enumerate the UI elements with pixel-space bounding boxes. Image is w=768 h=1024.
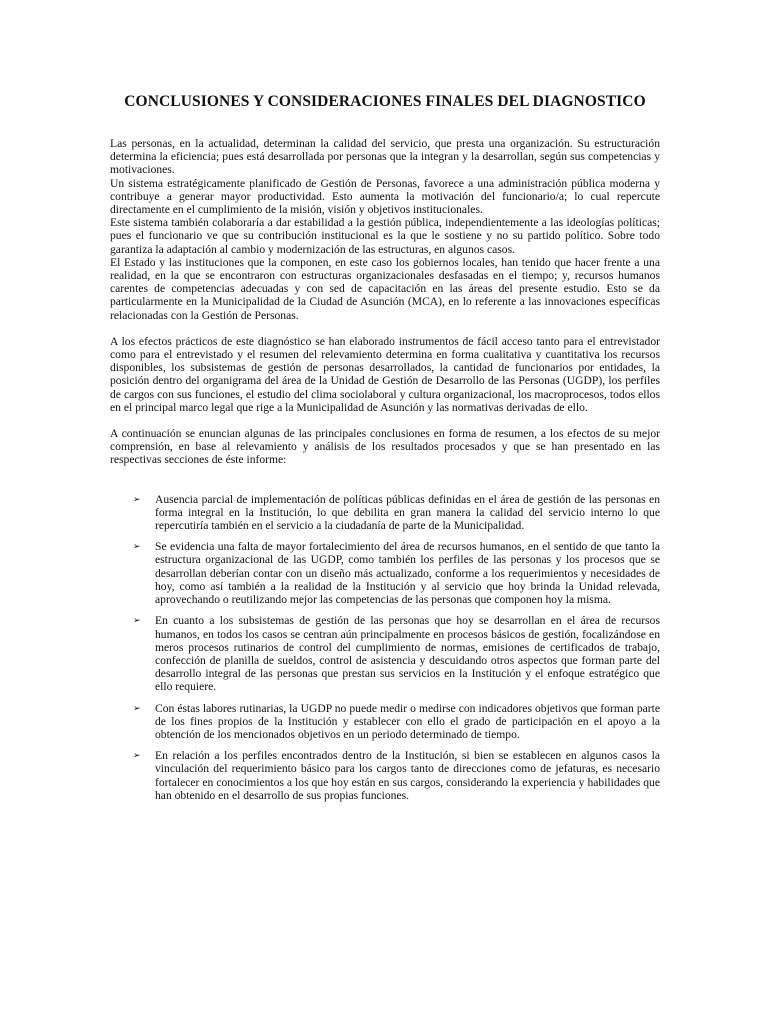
paragraph-spacer [110,322,660,335]
conclusion-text: Se evidencia una falta de mayor fortalecimiento del área de recursos humanos, en el sentido de que tanto la estructura organizacional de las UGDP, como también los perfiles de las personas y los procesos que se desarrollan deberían contar con un diseño más actualizado, conforme a los requerimientos y necesidades de hoy, como así también a la realidad de la Institución y al servicio que hoy brinda la Unidad relevada, aprovechando o reutilizando mejor las competencias de las personas que componen hoy la misma. [155,540,660,607]
intro-paragraph-4: El Estado y las instituciones que la componen, en este caso los gobiernos locales, han tenido que hacer frente a una realidad, en la que se encontraron con estructuras organizacionales desfasadas en el tiempo; y, recursos humanos carentes de competencias adecuadas y con sed de capacitación en las áreas del presente estudio. Esto se da particularmente en la Municipalidad de la Ciudad de Asunción (MCA), en lo referente a las innovaciones específicas relacionadas con la Gestión de Personas. [110,255,660,322]
conclusion-text: En cuanto a los subsistemas de gestión de las personas que hoy se desarrollan en el área de recursos humanos, en todos los casos se centran aún principalmente en procesos básicos de gestión, focalizándose en meros procesos rutinarios de control del cumplimiento de normas, emisiones de certificados de trabajo, confección de planilla de sueldos, control de asistencia y descuidando otros aspectos que forman parte del desarrollo integral de las personas que prestan sus servicios en la Institución y el enfoque estratégico que ello requiere. [155,614,660,694]
document-title: CONCLUSIONES Y CONSIDERACIONES FINALES DEL DIAGNOSTICO [124,93,646,110]
continuation-paragraph: A continuación se enuncian algunas de las principales conclusiones en forma de resumen, a los efectos de su mejor comprensión, en base al relevamiento y análisis de los resultados procesados y que se han presentado en las respectivas secciones de éste informe: [110,427,660,467]
conclusion-text: Ausencia parcial de implementación de políticas públicas definidas en el área de gestión de las personas en forma integral en la Institución, lo que debilita en gran manera la calidad del servicio interno lo que repercutiría también en el servicio a la ciudadanía de parte de la Municipalidad. [155,492,660,533]
conclusion-item-1 [110,493,660,533]
conclusion-item-3 [110,614,660,693]
conclusion-item-5 [110,749,660,802]
arrow-bullet-icon: ➢ [133,616,141,627]
arrow-bullet-icon: ➢ [133,751,141,762]
intro-paragraph-2: Un sistema estratégicamente planificado de Gestión de Personas, favorece a una administración pública moderna y contribuye a generar mayor productividad. Esto aumenta la motivación del funcionario/a; lo cual repercute directamente en el cumplimiento de la misión, visión y objetivos institucionales. [110,176,660,217]
effects-paragraph: A los efectos prácticos de este diagnóstico se han elaborado instrumentos de fácil acceso tanto para el entrevistador como para el entrevistado y el resumen del relevamiento determina en forma cualitativa y cuantitativa los recursos disponibles, los subsistemas de gestión de personas desarrollados, la cantidad de funcionarios por entidades, la posición dentro del organigrama del área de la Unidad de Gestión de Desarrollo de las Personas (UGDP), los perfiles de cargos con sus funciones, el estudio del clima sociolaboral y cultura organizacional, los macroprocesos, todos ellos en el principal marco legal que rige a la Municipalidad de Asunción y las normativas derivadas de ello. [110,334,660,414]
conclusions-list [110,493,660,802]
conclusion-item-4 [110,702,660,742]
arrow-bullet-icon: ➢ [133,703,141,714]
paragraph-spacer [110,414,660,427]
intro-paragraph-3: Este sistema también colaboraría a dar estabilidad a la gestión pública, independientemente a las ideologías políticas; pues el funcionario ve que su contribución institucional es la que le sostiene y no su partido político. Sobre todo garantiza la adaptación al cambio y modernización de las estructuras, en algunos casos. [110,216,660,256]
intro-paragraph-1: Las personas, en la actualidad, determinan la calidad del servicio, que presta una organización. Su estructuración determina la eficiencia; pues está desarrollada por personas que la integran y la desarrollan, según sus competencias y motivaciones. [110,137,660,177]
conclusion-item-2 [110,540,660,606]
intro-section [110,137,660,322]
conclusion-text: Con éstas labores rutinarias, la UGDP no puede medir o medirse con indicadores objetivos que forman parte de los fines propios de la Institución y establecer con ello el grado de participación en el apoyo a la obtención de los mencionados objetivos en un periodo determinado de tiempo. [155,701,660,741]
arrow-bullet-icon: ➢ [133,494,141,505]
conclusion-text: En relación a los perfiles encontrados dentro de la Institución, si bien se establecen en algunos casos la vinculación del requerimiento básico para los cargos tanto de direcciones como de jefaturas, es necesario fortalecer en conocimientos a los que hoy están en sus cargos, considerando la experiencia y habilidades que han obtenido en el desarrollo de sus propias funciones. [155,749,660,802]
arrow-bullet-icon: ➢ [133,542,141,553]
document-page [110,92,660,810]
